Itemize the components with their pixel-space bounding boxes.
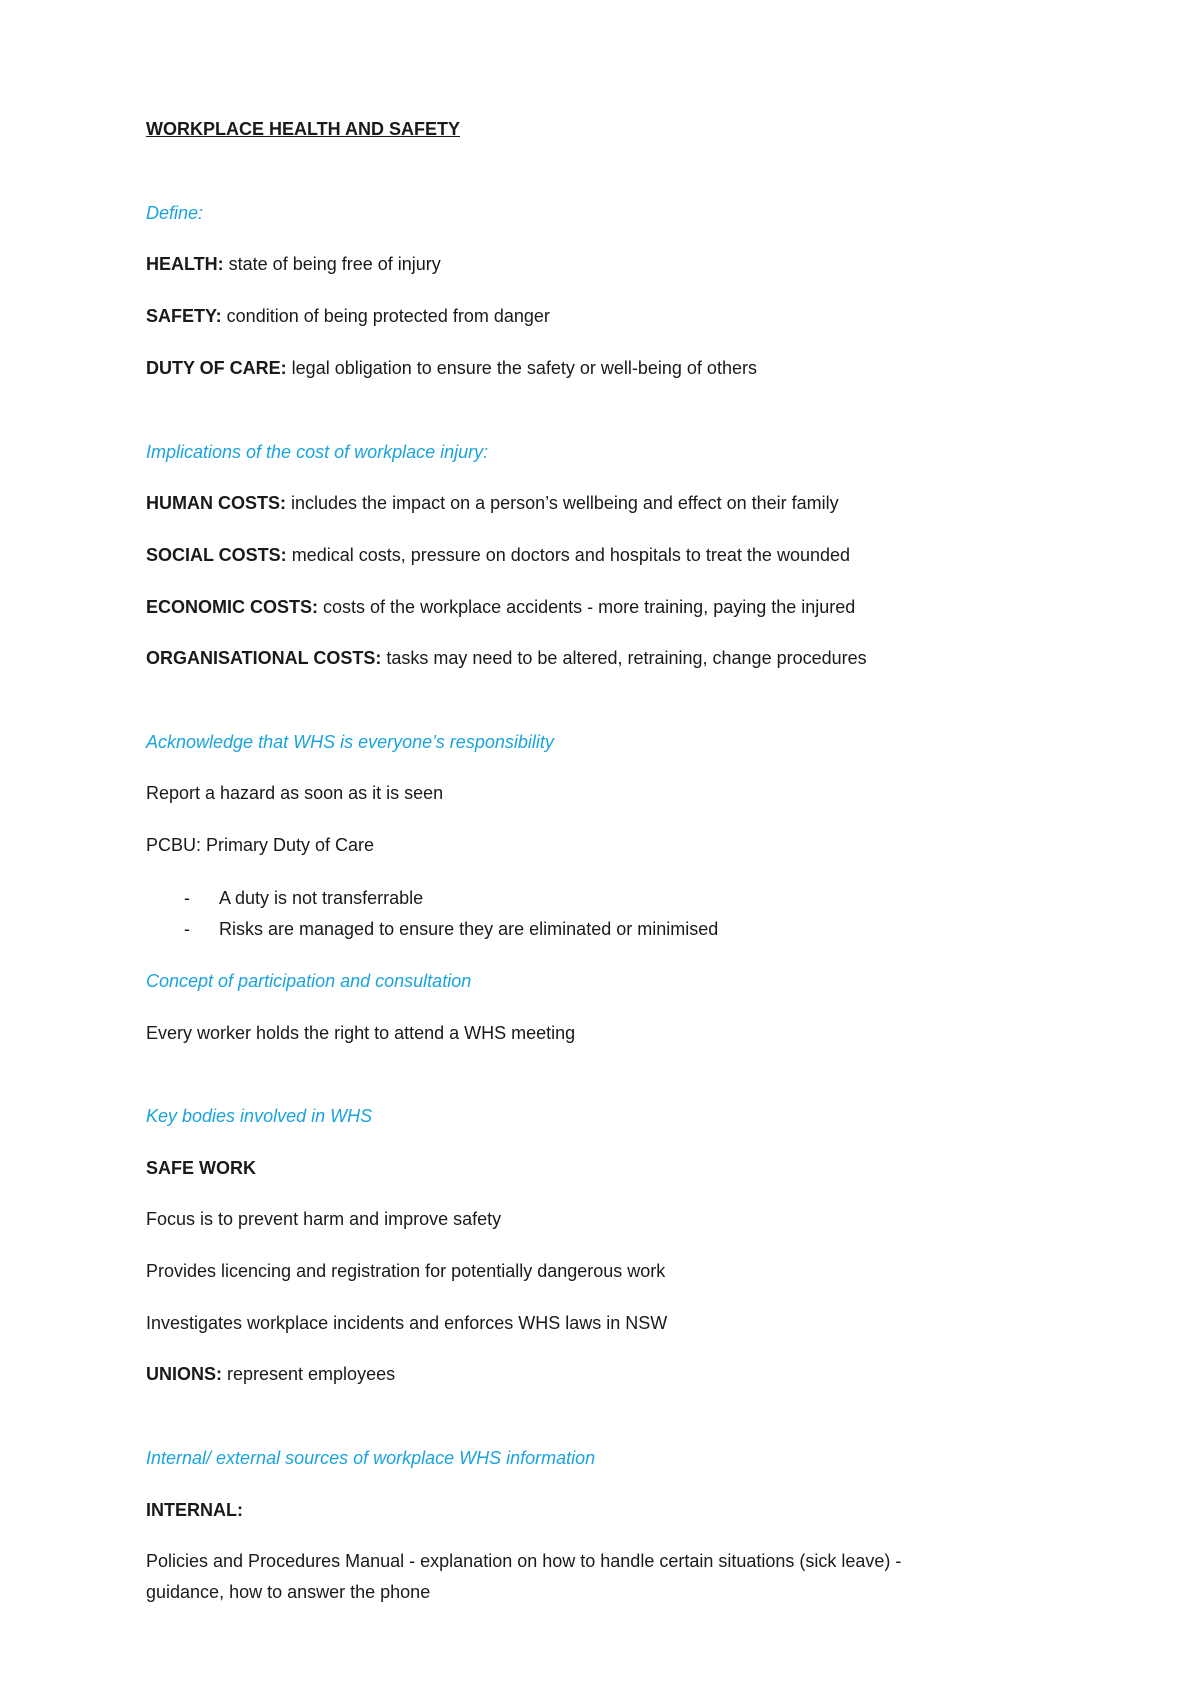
document-title: WORKPLACE HEALTH AND SAFETY xyxy=(146,119,460,139)
cost-term: HUMAN COSTS: xyxy=(146,493,286,513)
bullet-marker: - xyxy=(184,919,190,939)
participation-heading: Concept of participation and consultation xyxy=(146,971,472,991)
sources-heading: Internal/ external sources of workplace WHS information xyxy=(146,1448,596,1468)
definition-text: legal obligation to ensure the safety or well-being of others xyxy=(286,358,757,378)
report-hazard-line: Report a hazard as soon as it is seen xyxy=(146,783,444,803)
cost-term: ORGANISATIONAL COSTS: xyxy=(146,648,382,668)
responsibility-heading: Acknowledge that WHS is everyone’s responsibility xyxy=(146,732,554,752)
pcbu-line: PCBU: Primary Duty of Care xyxy=(146,835,375,855)
cost-human xyxy=(146,491,839,515)
key-bodies-heading: Key bodies involved in WHS xyxy=(146,1106,373,1126)
safe-work-line: Focus is to prevent harm and improve safety xyxy=(146,1209,502,1229)
cost-text: medical costs, pressure on doctors and hospitals to treat the wounded xyxy=(286,545,851,565)
definition-term: HEALTH: xyxy=(146,254,224,274)
internal-label: INTERNAL: xyxy=(146,1500,243,1520)
safe-work-label: SAFE WORK xyxy=(146,1158,256,1178)
safe-work-line: Provides licencing and registration for potentially dangerous work xyxy=(146,1261,666,1281)
unions-line xyxy=(146,1362,395,1386)
bullet-marker: - xyxy=(184,888,190,908)
cost-text: costs of the workplace accidents - more training, paying the injured xyxy=(318,597,856,617)
policies-line: Policies and Procedures Manual - explanation on how to handle certain situations (sick leave) - xyxy=(146,1551,902,1571)
definition-safety xyxy=(146,304,550,328)
cost-term: ECONOMIC COSTS: xyxy=(146,597,319,617)
cost-economic xyxy=(146,595,855,619)
bullet-item: Risks are managed to ensure they are eliminated or minimised xyxy=(219,919,719,939)
definition-health xyxy=(146,252,441,276)
define-heading: Define: xyxy=(146,203,204,223)
cost-organisational xyxy=(146,646,867,670)
participation-line: Every worker holds the right to attend a WHS meeting xyxy=(146,1023,576,1043)
definition-text: condition of being protected from danger xyxy=(221,306,550,326)
cost-term: SOCIAL COSTS: xyxy=(146,545,287,565)
implications-heading: Implications of the cost of workplace injury: xyxy=(146,442,489,462)
definition-duty-of-care xyxy=(146,356,757,380)
definition-term: DUTY OF CARE: xyxy=(146,358,287,378)
cost-text: includes the impact on a person’s wellbeing and effect on their family xyxy=(286,493,839,513)
policies-line-continued: guidance, how to answer the phone xyxy=(146,1582,431,1602)
bullet-item: A duty is not transferrable xyxy=(219,888,424,908)
safe-work-line: Investigates workplace incidents and enforces WHS laws in NSW xyxy=(146,1313,668,1333)
definition-term: SAFETY: xyxy=(146,306,222,326)
definition-text: state of being free of injury xyxy=(223,254,441,274)
unions-text: represent employees xyxy=(222,1364,396,1384)
unions-term: UNIONS: xyxy=(146,1364,222,1384)
cost-social xyxy=(146,543,850,567)
cost-text: tasks may need to be altered, retraining, change procedures xyxy=(381,648,867,668)
